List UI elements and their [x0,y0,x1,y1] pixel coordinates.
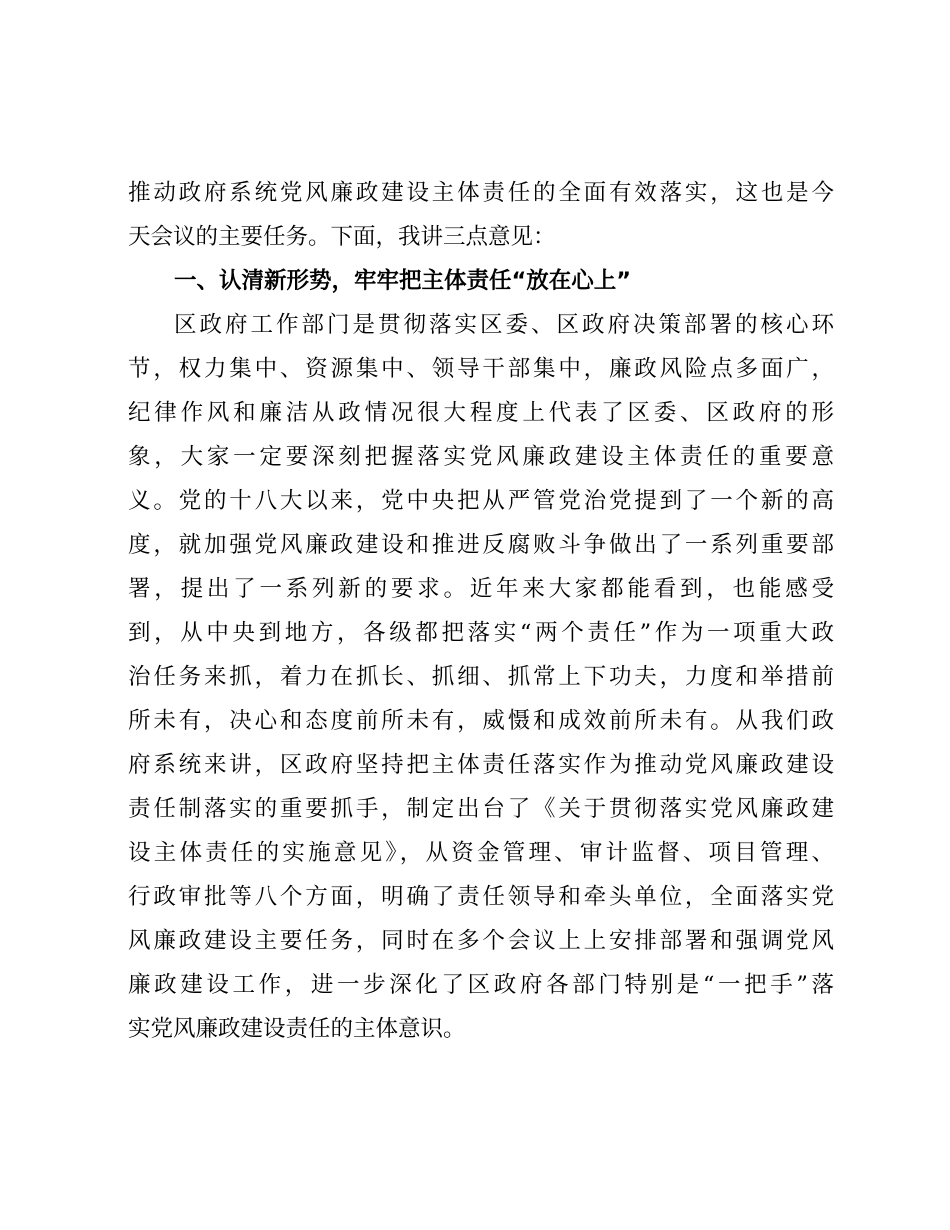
text-line: 到，从中央到地方，各级都把落实“两个责任”作为一项重大政 [128,620,834,646]
document-body [128,171,834,1051]
text-line: 治任务来抓，着力在抓长、抓细、抓常上下功夫，力度和举措前 [128,664,834,690]
text-line: 天会议的主要任务。下面，我讲三点意见： [128,224,556,250]
text-line: 义。党的十八大以来，党中央把从严管党治党提到了一个新的高 [128,488,834,514]
text-line: 行政审批等八个方面，明确了责任领导和牵头单位，全面落实党 [128,884,834,910]
text-line: 责任制落实的重要抓手，制定出台了《关于贯彻落实党风廉政建 [128,796,834,822]
text-line: 区政府工作部门是贯彻落实区委、区政府决策部署的核心环 [174,312,834,338]
text-line: 纪律作风和廉洁从政情况很大程度上代表了区委、区政府的形 [128,400,834,426]
text-line: 节，权力集中、资源集中、领导干部集中，廉政风险点多面广， [128,356,834,382]
paragraph-body [128,303,834,1051]
text-line: 廉政建设工作，进一步深化了区政府各部门特别是“一把手”落 [128,972,834,998]
text-line: 实党风廉政建设责任的主体意识。 [128,1016,466,1042]
text-line: 设主体责任的实施意见》，从资金管理、审计监督、项目管理、 [128,840,834,866]
text-line: 象，大家一定要深刻把握落实党风廉政建设主体责任的重要意 [128,444,834,470]
paragraph-intro [128,171,834,259]
text-line: 推动政府系统党风廉政建设主体责任的全面有效落实，这也是今 [128,180,834,206]
text-line: 府系统来讲，区政府坚持把主体责任落实作为推动党风廉政建设 [128,752,834,778]
text-line: 风廉政建设主要任务，同时在多个会议上上安排部署和强调党风 [128,928,834,954]
section-heading: 一、认清新形势，牢牢把主体责任“放在心上” [174,268,632,294]
text-line: 署，提出了一系列新的要求。近年来大家都能看到，也能感受 [128,576,834,602]
text-line: 所未有，决心和态度前所未有，威慑和成效前所未有。从我们政 [128,708,834,734]
text-line: 度，就加强党风廉政建设和推进反腐败斗争做出了一系列重要部 [128,532,834,558]
